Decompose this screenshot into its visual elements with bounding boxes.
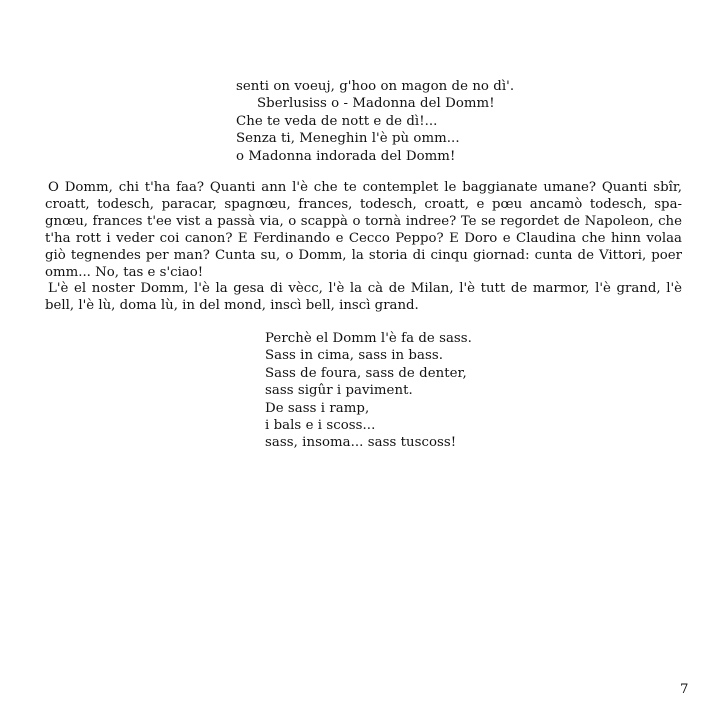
verse-stanza-top [236, 78, 514, 165]
verse-line: i bals e i scoss... [265, 418, 376, 434]
prose-block [45, 180, 682, 315]
verse-line: Sass in cima, sass in bass. [265, 348, 443, 364]
verse-line: Sass de foura, sass de denter, [265, 365, 467, 381]
verse-line: senti on voeuj, g'hoo on magon de no dì'. [236, 79, 515, 94]
verse-line: o Madonna indorada del Domm! [236, 148, 456, 164]
verse-line: sass sigûr i paviment. [265, 383, 413, 399]
verse-line: Senza ti, Meneghin l'è pù omm... [236, 131, 460, 147]
verse-line: Che te veda de nott e de dì!... [236, 113, 438, 129]
page-number: 7 [680, 682, 689, 697]
prose-paragraph: L'è el noster Domm, l'è la gesa di vècc, l'è la cà de Milan, l'è tutt de marmor, l'è grand, l'è bell, l'è lù, doma lù, in del mond, inscì bell, inscì grand. [45, 281, 682, 314]
verse-line: sass, insoma... sass tuscoss! [265, 435, 457, 451]
verse-stanza-bottom [265, 330, 472, 452]
verse-line: Sberlusiss o - Madonna del Domm! [257, 96, 495, 112]
prose-paragraph: O Domm, chi t'ha faa? Quanti ann l'è che te contemplet le baggianate umane? Quanti sbîr, croatt, todesch, paracar, spagnœu, frances, todesch, croatt, e pœu ancamò todesch, spa-gnœu, frances t'ee vist a passà via, o scappà o tornà indree? Te se regordet de Napoleon, che t'ha rott i veder coi canon? E Ferdinando e Cecco Peppo? E Doro e Claudina che hinn volaa giò tegnendes per man? Cunta su, o Domm, la storia di cinqu giornad: cunta de Vittori, poer omm... No, tas e s'ciao! [45, 180, 682, 280]
verse-line: Perchè el Domm l'è fa de sass. [265, 331, 472, 346]
verse-line: De sass i ramp, [265, 400, 370, 416]
